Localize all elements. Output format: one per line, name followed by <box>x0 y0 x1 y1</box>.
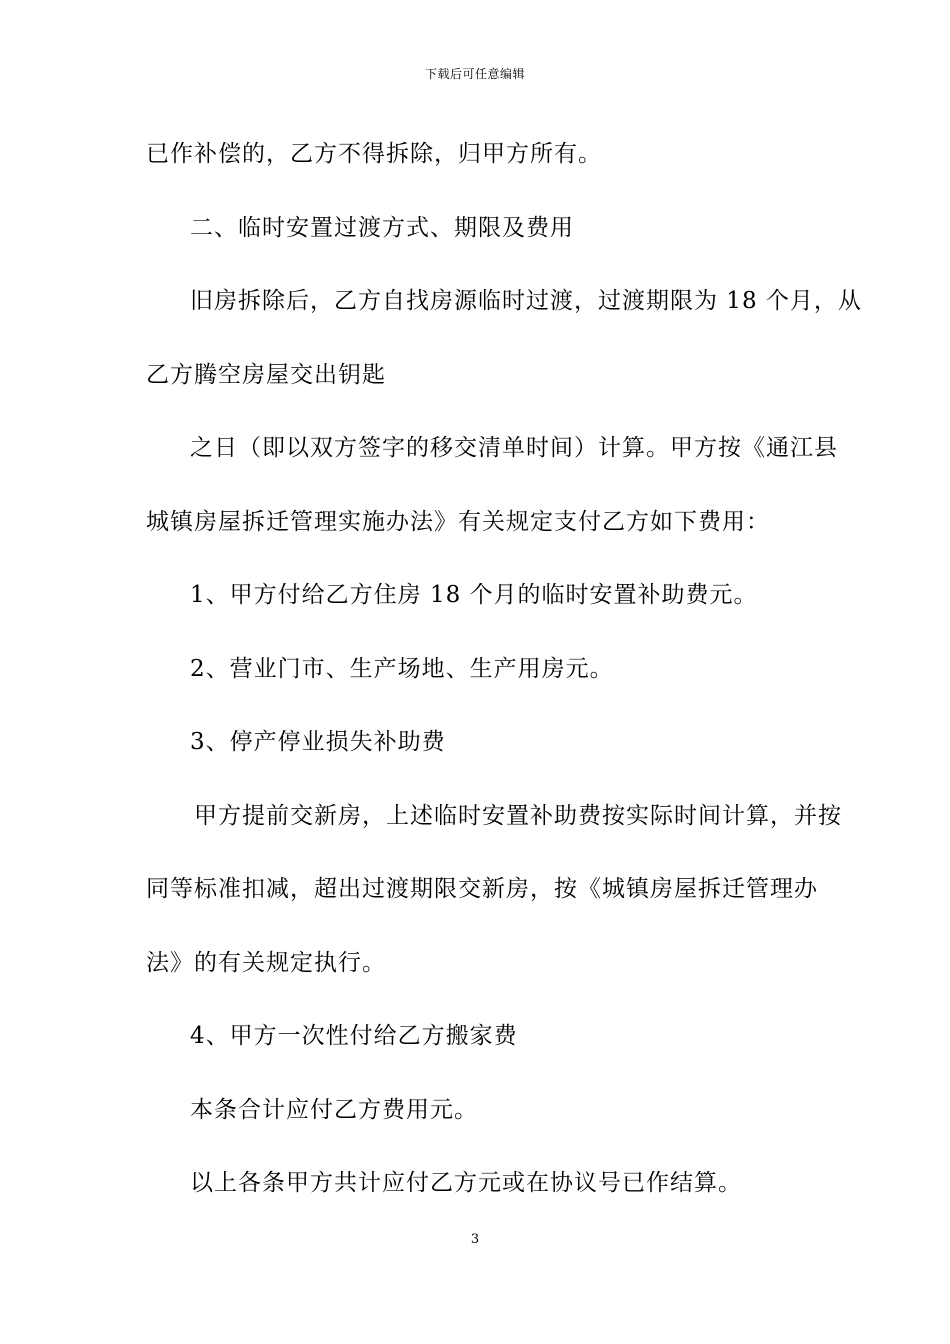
list-item: 1、甲方付给乙方住房 18 个月的临时安置补助费元。 <box>190 582 758 608</box>
paragraph-line: 本条合计应付乙方费用元。 <box>190 1096 478 1123</box>
paragraph-line: 城镇房屋拆迁管理实施办法》有关规定支付乙方如下费用： <box>146 508 770 535</box>
paragraph-line: 已作补偿的，乙方不得拆除，归甲方所有。 <box>146 141 602 167</box>
list-item: 3、停产停业损失补助费 <box>190 729 446 755</box>
section-heading: 二、临时安置过渡方式、期限及费用 <box>190 214 574 241</box>
list-item: 4、甲方一次性付给乙方搬家费 <box>190 1023 518 1049</box>
document-body <box>146 131 862 1234</box>
paragraph-line: 之日（即以双方签字的移交清单时间）计算。甲方按《通江县 <box>190 435 838 461</box>
paragraph-line: 甲方提前交新房，上述临时安置补助费按实际时间计算，并按 <box>194 802 842 829</box>
paragraph-line: 以上各条甲方共计应付乙方元或在协议号已作结算。 <box>190 1170 742 1196</box>
page-number: 3 <box>470 1232 480 1247</box>
paragraph-line: 旧房拆除后，乙方自找房源临时过渡，过渡期限为 18 个月，从 <box>190 288 862 314</box>
paragraph-line: 法》的有关规定执行。 <box>146 949 386 976</box>
list-item: 2、营业门市、生产场地、生产用房元。 <box>190 655 614 682</box>
header-note: 下载后可任意编辑 <box>424 67 525 81</box>
paragraph-line: 乙方腾空房屋交出钥匙 <box>146 361 386 388</box>
paragraph-line: 同等标准扣减，超出过渡期限交新房，按《城镇房屋拆迁管理办 <box>146 876 818 902</box>
